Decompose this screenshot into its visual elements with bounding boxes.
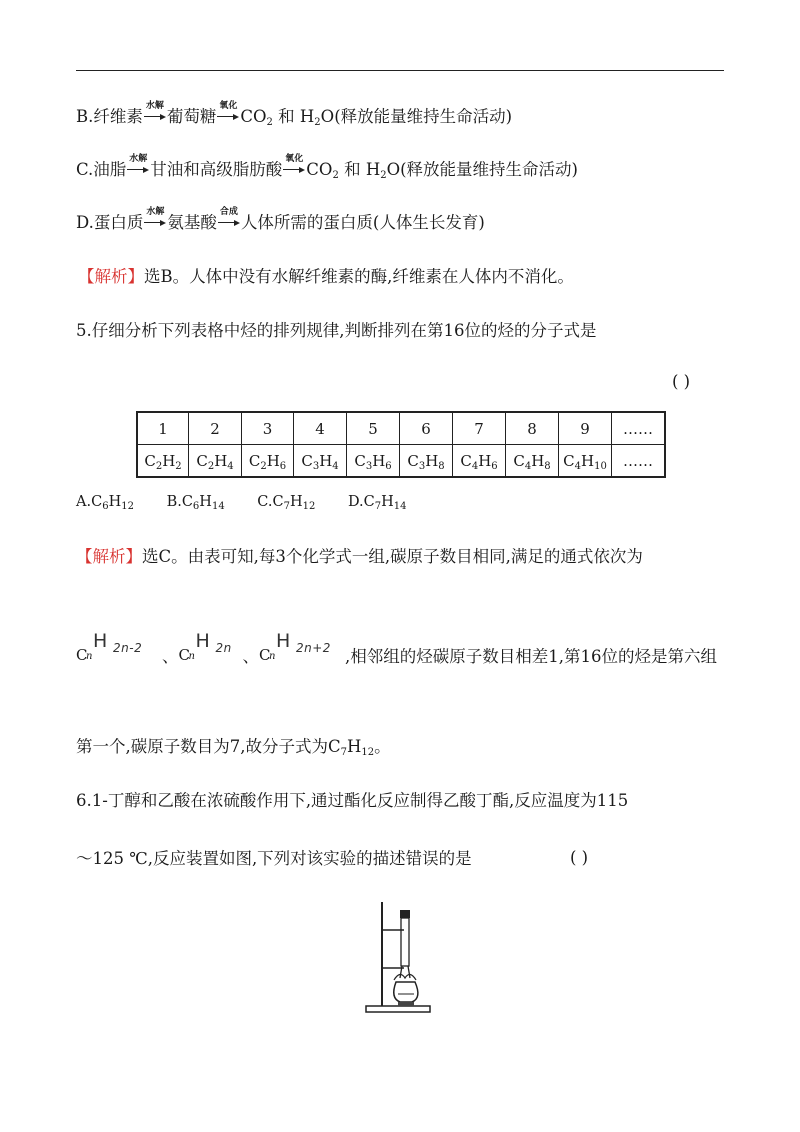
option-d: D.蛋白质 水解 氨基酸 合成 人体所需的蛋白质(人体生长发育) xyxy=(76,207,485,232)
table-cell: $C_2H_2$ xyxy=(137,445,189,478)
analysis-q5-line3: 第一个,碳原子数目为7,故分子式为$C_7H_{12}$。 xyxy=(76,737,391,758)
reflux-apparatus-diagram xyxy=(360,898,450,1018)
reaction-arrow: 氧化 xyxy=(217,106,239,120)
table-cell: $C_3H_4$ xyxy=(294,445,347,478)
table-cell: 6 xyxy=(400,412,453,445)
answer-parentheses: ( ) xyxy=(672,372,691,391)
table-cell: 7 xyxy=(453,412,506,445)
general-formula: H 2n C n xyxy=(178,630,232,664)
general-formula: H 2n+2 C n xyxy=(259,630,331,664)
reaction-arrow: 水解 xyxy=(144,106,166,120)
table-cell: $C_4H_{10}$ xyxy=(559,445,612,478)
reaction-arrow: 氧化 xyxy=(283,159,305,173)
reaction-arrow: 水解 xyxy=(144,212,166,226)
option-b: B.纤维素 水解 葡萄糖 氧化 $CO_2$ 和 $H_2O$(释放能量维持生命活动) xyxy=(76,101,513,128)
option-d: $D.C_7H_{14}$ xyxy=(347,494,407,512)
table-cell: 4 xyxy=(294,412,347,445)
question-5-stem: 5.仔细分析下列表格中烃的排列规律,判断排列在第16位的烃的分子式是 xyxy=(76,321,597,340)
table-cell: 3 xyxy=(242,412,294,445)
table-cell: $C_3H_6$ xyxy=(347,445,400,478)
header-rule xyxy=(76,70,724,71)
table-cell: 1 xyxy=(137,412,189,445)
hydrocarbon-table xyxy=(136,411,666,478)
table-cell: …… xyxy=(612,412,666,445)
table-cell: …… xyxy=(612,445,666,478)
table-header-row xyxy=(137,412,665,445)
analysis-q4: 【解析】选B。人体中没有水解纤维素的酶,纤维素在人体内不消化。 xyxy=(78,267,574,286)
table-cell: $C_2H_4$ xyxy=(189,445,242,478)
table-cell: 8 xyxy=(506,412,559,445)
reaction-arrow: 水解 xyxy=(127,159,149,173)
analysis-q5-line2: H 2n-2 C n 、 H 2n C n 、 H 2n+2 C n ,相邻组的烃碳原子数目相差1,第16位的烃是第六组 xyxy=(76,630,717,666)
reaction-arrow: 合成 xyxy=(218,212,240,226)
table-cell: $C_3H_8$ xyxy=(400,445,453,478)
option-b: $B.C_6H_{14}$ xyxy=(166,494,225,512)
analysis-tag: 【解析】 xyxy=(78,267,144,286)
question-6-line2: ～125 ℃,反应装置如图,下列对该实验的描述错误的是 xyxy=(76,849,472,868)
general-formula: H 2n-2 C n xyxy=(76,630,143,664)
table-cell: $C_4H_6$ xyxy=(453,445,506,478)
option-c: $C.C_7H_{12}$ xyxy=(257,494,316,512)
question-6-line1: 6.1-丁醇和乙酸在浓硫酸作用下,通过酯化反应制得乙酸丁酯,反应温度为115 xyxy=(76,791,629,810)
option-a: $A.C_6H_{12}$ xyxy=(76,494,134,512)
option-c: C.油脂 水解 甘油和高级脂肪酸 氧化 $CO_2$ 和 $H_2O$(释放能量维持生命活动) xyxy=(76,154,578,181)
analysis-tag: 【解析】 xyxy=(76,547,142,566)
table-cell: 9 xyxy=(559,412,612,445)
answer-parentheses: ( ) xyxy=(570,848,589,867)
table-cell: 2 xyxy=(189,412,242,445)
analysis-q5-line1: 【解析】选C。由表可知,每3个化学式一组,碳原子数目相同,满足的通式依次为 xyxy=(76,547,643,566)
table-cell: $C_2H_6$ xyxy=(242,445,294,478)
question-5-options xyxy=(76,494,435,510)
table-cell: $C_4H_8$ xyxy=(506,445,559,478)
table-formula-row xyxy=(137,445,665,478)
table-cell: 5 xyxy=(347,412,400,445)
